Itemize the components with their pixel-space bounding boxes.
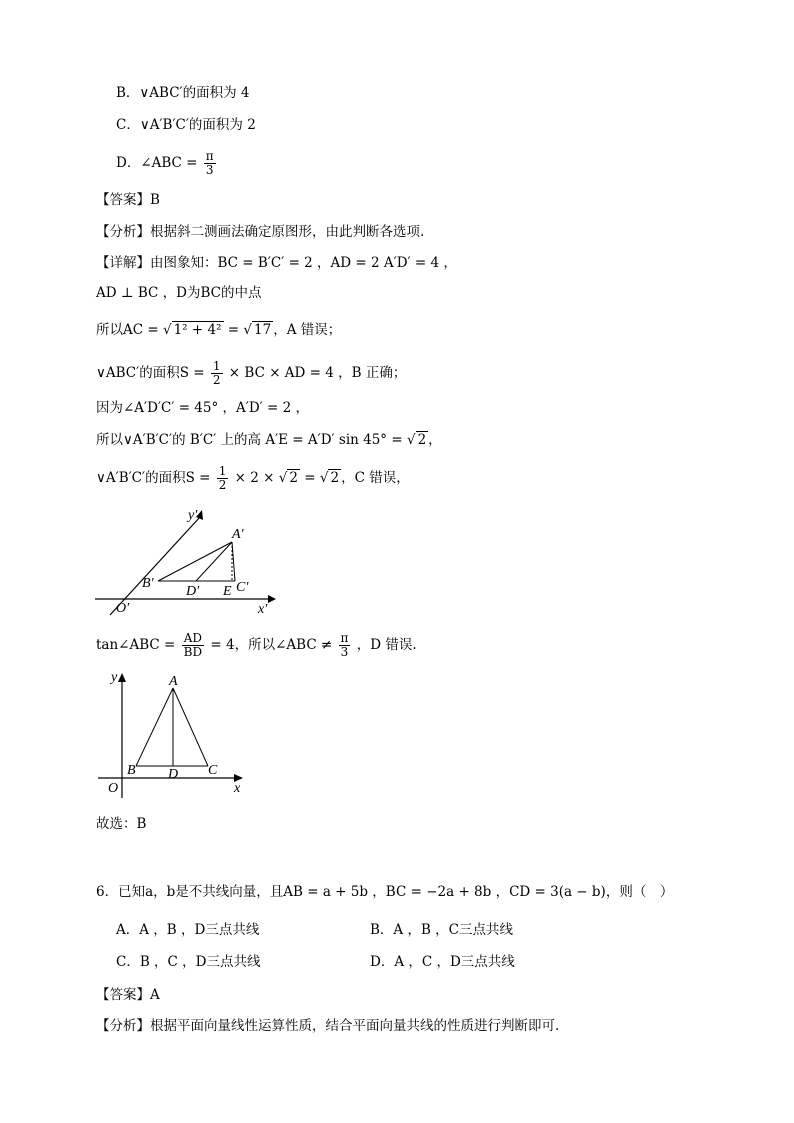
option-d: D．∠ABC = $\frac{\pi}{3}$ [116,149,214,177]
side-a-b [158,542,232,581]
y-axis-arrow [118,673,126,682]
detail-line-3: 所以AC = √ 1² + 4² = √ 17 ，A 错误； [96,322,342,338]
label-a-prime: A′ [232,527,244,542]
analysis-2: 【分析】根据平面向量线性运算性质，结合平面向量共线的性质进行判断即可. [96,1018,560,1034]
label-b-prime: B′ [142,576,154,591]
label-d-prime: D′ [186,584,200,599]
label-c: C [208,763,218,778]
option-c: C．∨A′B′C′的面积为 2 [116,117,256,133]
question-6-option-d: D．A ，C ，D三点共线 [370,954,515,970]
x-axis-arrow [268,595,276,603]
fraction: $\frac{1}{2}$ [218,464,227,492]
median-a-d [196,542,232,581]
label-x: x [234,781,241,796]
label-a: A [169,674,178,689]
label-y: y [111,670,118,685]
detail-line-4: ∨ABC′的面积S = $\frac{1}{2}$ × BC × AD = 4 ，B 正确； [96,359,407,387]
fraction: $\frac{1}{2}$ [212,359,221,387]
label-b: B [127,763,136,778]
label-o: O [108,781,119,796]
label-e: E [223,584,232,599]
label-d: D [168,767,179,782]
label-c-prime: C′ [236,580,249,595]
detail-line-5: 因为∠A′D′C′ = 45° ，A′D′ = 2 ， [96,400,310,416]
label-y-prime: y′ [188,508,198,523]
conclusion: 故选：B [96,816,147,832]
question-6-option-c: C．B ，C ，D三点共线 [116,954,261,970]
question-6-option-a: A．A ，B ，D三点共线 [116,922,260,938]
option-b: B．∨ABC′的面积为 4 [116,85,250,101]
answer-2: 【答案】A [96,987,160,1003]
detail-line-1: 【详解】由图象知：BC = B′C′ = 2 ，AD = 2 A′D′ = 4 ， [96,255,457,271]
label-x-prime: x′ [258,602,268,617]
analysis-1: 【分析】根据斜二测画法确定原图形，由此判断各选项. [96,224,425,240]
side-a-c [173,688,208,766]
side-a-b [136,688,173,766]
figure-original [98,668,258,803]
fraction: $\frac{AD}{BD}$ [183,631,203,659]
answer-1: 【答案】B [96,192,160,208]
figure-oblique-drawing [90,505,280,620]
question-6-option-b: B．A ，B ，C三点共线 [370,922,514,938]
detail-line-7: ∨A′B′C′的面积S = $\frac{1}{2}$ × 2 × √ 2 = √ 2 ，C 错误， [96,464,410,492]
tan-line: tan∠ABC = $\frac{AD}{BD}$ = 4，所以∠ABC ≠ $\frac{\pi}{3}$ ，D 错误. [96,631,417,659]
label-o-prime: O′ [116,601,130,616]
detail-line-2: AD ⊥ BC ，D为BC的中点 [96,285,262,301]
fraction: $\frac{\pi}{3}$ [340,631,349,659]
detail-line-6: 所以∨A′B′C′的 B′C′ 上的高 A′E = A′D′ sin 45° = √ 2 ， [96,432,442,448]
fraction: $\frac{\pi}{3}$ [205,149,214,177]
question-6-stem: 6．已知a，b是不共线向量，且AB = a + 5b ，BC = −2a + 8b ，CD = 3(a − b)，则（ ） [96,884,674,900]
